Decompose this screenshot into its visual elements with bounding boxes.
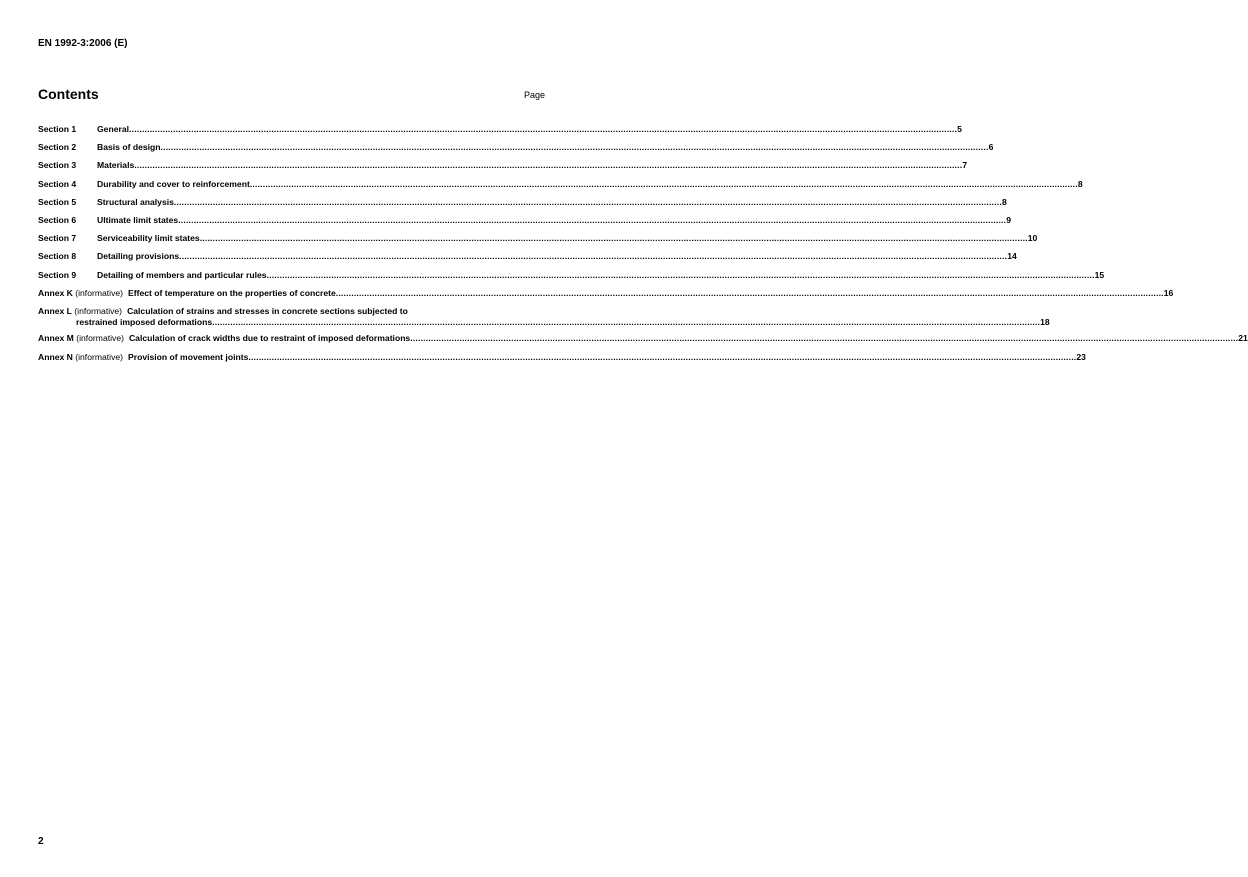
section-title: Detailing provisions [97, 251, 180, 262]
page-number: 7 [962, 160, 968, 171]
dot-leader [212, 317, 1040, 328]
section-number: Section 3 [38, 160, 77, 171]
annex-letter: Annex K [38, 287, 73, 298]
page-number: 16 [1163, 287, 1174, 298]
toc-entry-section-7[interactable] [38, 233, 1038, 244]
section-number: Section 7 [38, 233, 77, 244]
dot-leader [179, 251, 1007, 262]
page-number: 8 [1001, 196, 1007, 207]
toc-entry-section-9[interactable] [38, 269, 1105, 281]
section-number: Section 6 [38, 214, 77, 225]
section-title: Basis of design [97, 142, 161, 153]
page-column-label: Page [523, 90, 545, 100]
toc-entry-section-3[interactable] [38, 160, 968, 171]
dot-leader [248, 352, 1076, 363]
section-number: Section 4 [38, 178, 77, 189]
page-number: 21 [1238, 333, 1248, 344]
toc-entry-section-8[interactable] [38, 251, 1017, 262]
toc-entry-section-1[interactable] [38, 124, 962, 135]
dot-leader [174, 197, 1002, 208]
toc-entry-annex-l[interactable] [38, 305, 1050, 328]
document-id: EN 1992-3:2006 (E) [38, 38, 128, 49]
page-number: 15 [1094, 269, 1105, 280]
annex-label [38, 333, 124, 344]
annex-type: (informative) [75, 351, 124, 362]
annex-label [38, 352, 123, 363]
annex-title: Effect of temperature on the properties of concrete [128, 287, 336, 298]
contents-title: Contents [38, 86, 99, 102]
dot-leader [129, 124, 957, 135]
dot-leader [410, 333, 1238, 344]
dot-leader [267, 270, 1095, 281]
annex-title: Calculation of crack widths due to restraint of imposed deformations [128, 333, 411, 344]
annex-type: (informative) [74, 305, 123, 316]
annex-title: Calculation of strains and stresses in concrete sections subjected to [127, 305, 408, 316]
page-number: 6 [988, 142, 994, 153]
annex-type: (informative) [75, 287, 124, 298]
dot-leader [250, 179, 1078, 190]
dot-leader [336, 288, 1164, 299]
section-title: Detailing of members and particular rules [97, 269, 267, 280]
dot-leader [200, 233, 1028, 244]
page-number: 5 [957, 124, 962, 134]
section-number: Section 1 [38, 124, 77, 134]
toc-entry-section-4[interactable] [38, 178, 1083, 190]
toc-entry-section-6[interactable] [38, 214, 1012, 226]
section-number: Section 5 [38, 196, 77, 207]
page-number: 14 [1007, 251, 1017, 262]
toc-entry-section-5[interactable] [38, 196, 1007, 208]
annex-letter: Annex N [38, 351, 73, 362]
section-title: Ultimate limit states [97, 214, 179, 225]
toc-entry-annex-k[interactable] [38, 287, 1174, 299]
annex-letter: Annex L [38, 305, 72, 316]
dot-leader [134, 160, 962, 171]
section-title: Serviceability limit states [97, 233, 200, 244]
section-title: Structural analysis [97, 196, 174, 207]
section-title: Materials [97, 160, 135, 171]
annex-label [38, 288, 123, 299]
annex-type: (informative) [76, 333, 124, 344]
toc-entry-annex-n[interactable] [38, 351, 1086, 363]
section-number: Section 2 [38, 142, 77, 153]
annex-label [38, 306, 122, 317]
dot-leader [161, 142, 989, 153]
toc-entry-section-2[interactable] [38, 142, 994, 153]
annex-title-continued: restrained imposed deformations [76, 316, 213, 327]
page-number: 8 [1077, 178, 1083, 189]
dot-leader [178, 215, 1006, 226]
section-title: Durability and cover to reinforcement [97, 178, 250, 189]
toc-entry-annex-m[interactable] [38, 333, 1248, 344]
annex-title: Provision of movement joints [128, 351, 249, 362]
page-number: 9 [1006, 214, 1012, 225]
table-of-contents [38, 124, 1248, 370]
page-number: 23 [1076, 351, 1086, 362]
folio-page-number: 2 [38, 836, 44, 847]
annex-letter: Annex M [38, 333, 74, 344]
section-title: General [97, 124, 130, 134]
page-number: 10 [1027, 233, 1038, 244]
page-number: 18 [1040, 316, 1050, 327]
section-number: Section 8 [38, 251, 77, 262]
section-number: Section 9 [38, 269, 77, 280]
